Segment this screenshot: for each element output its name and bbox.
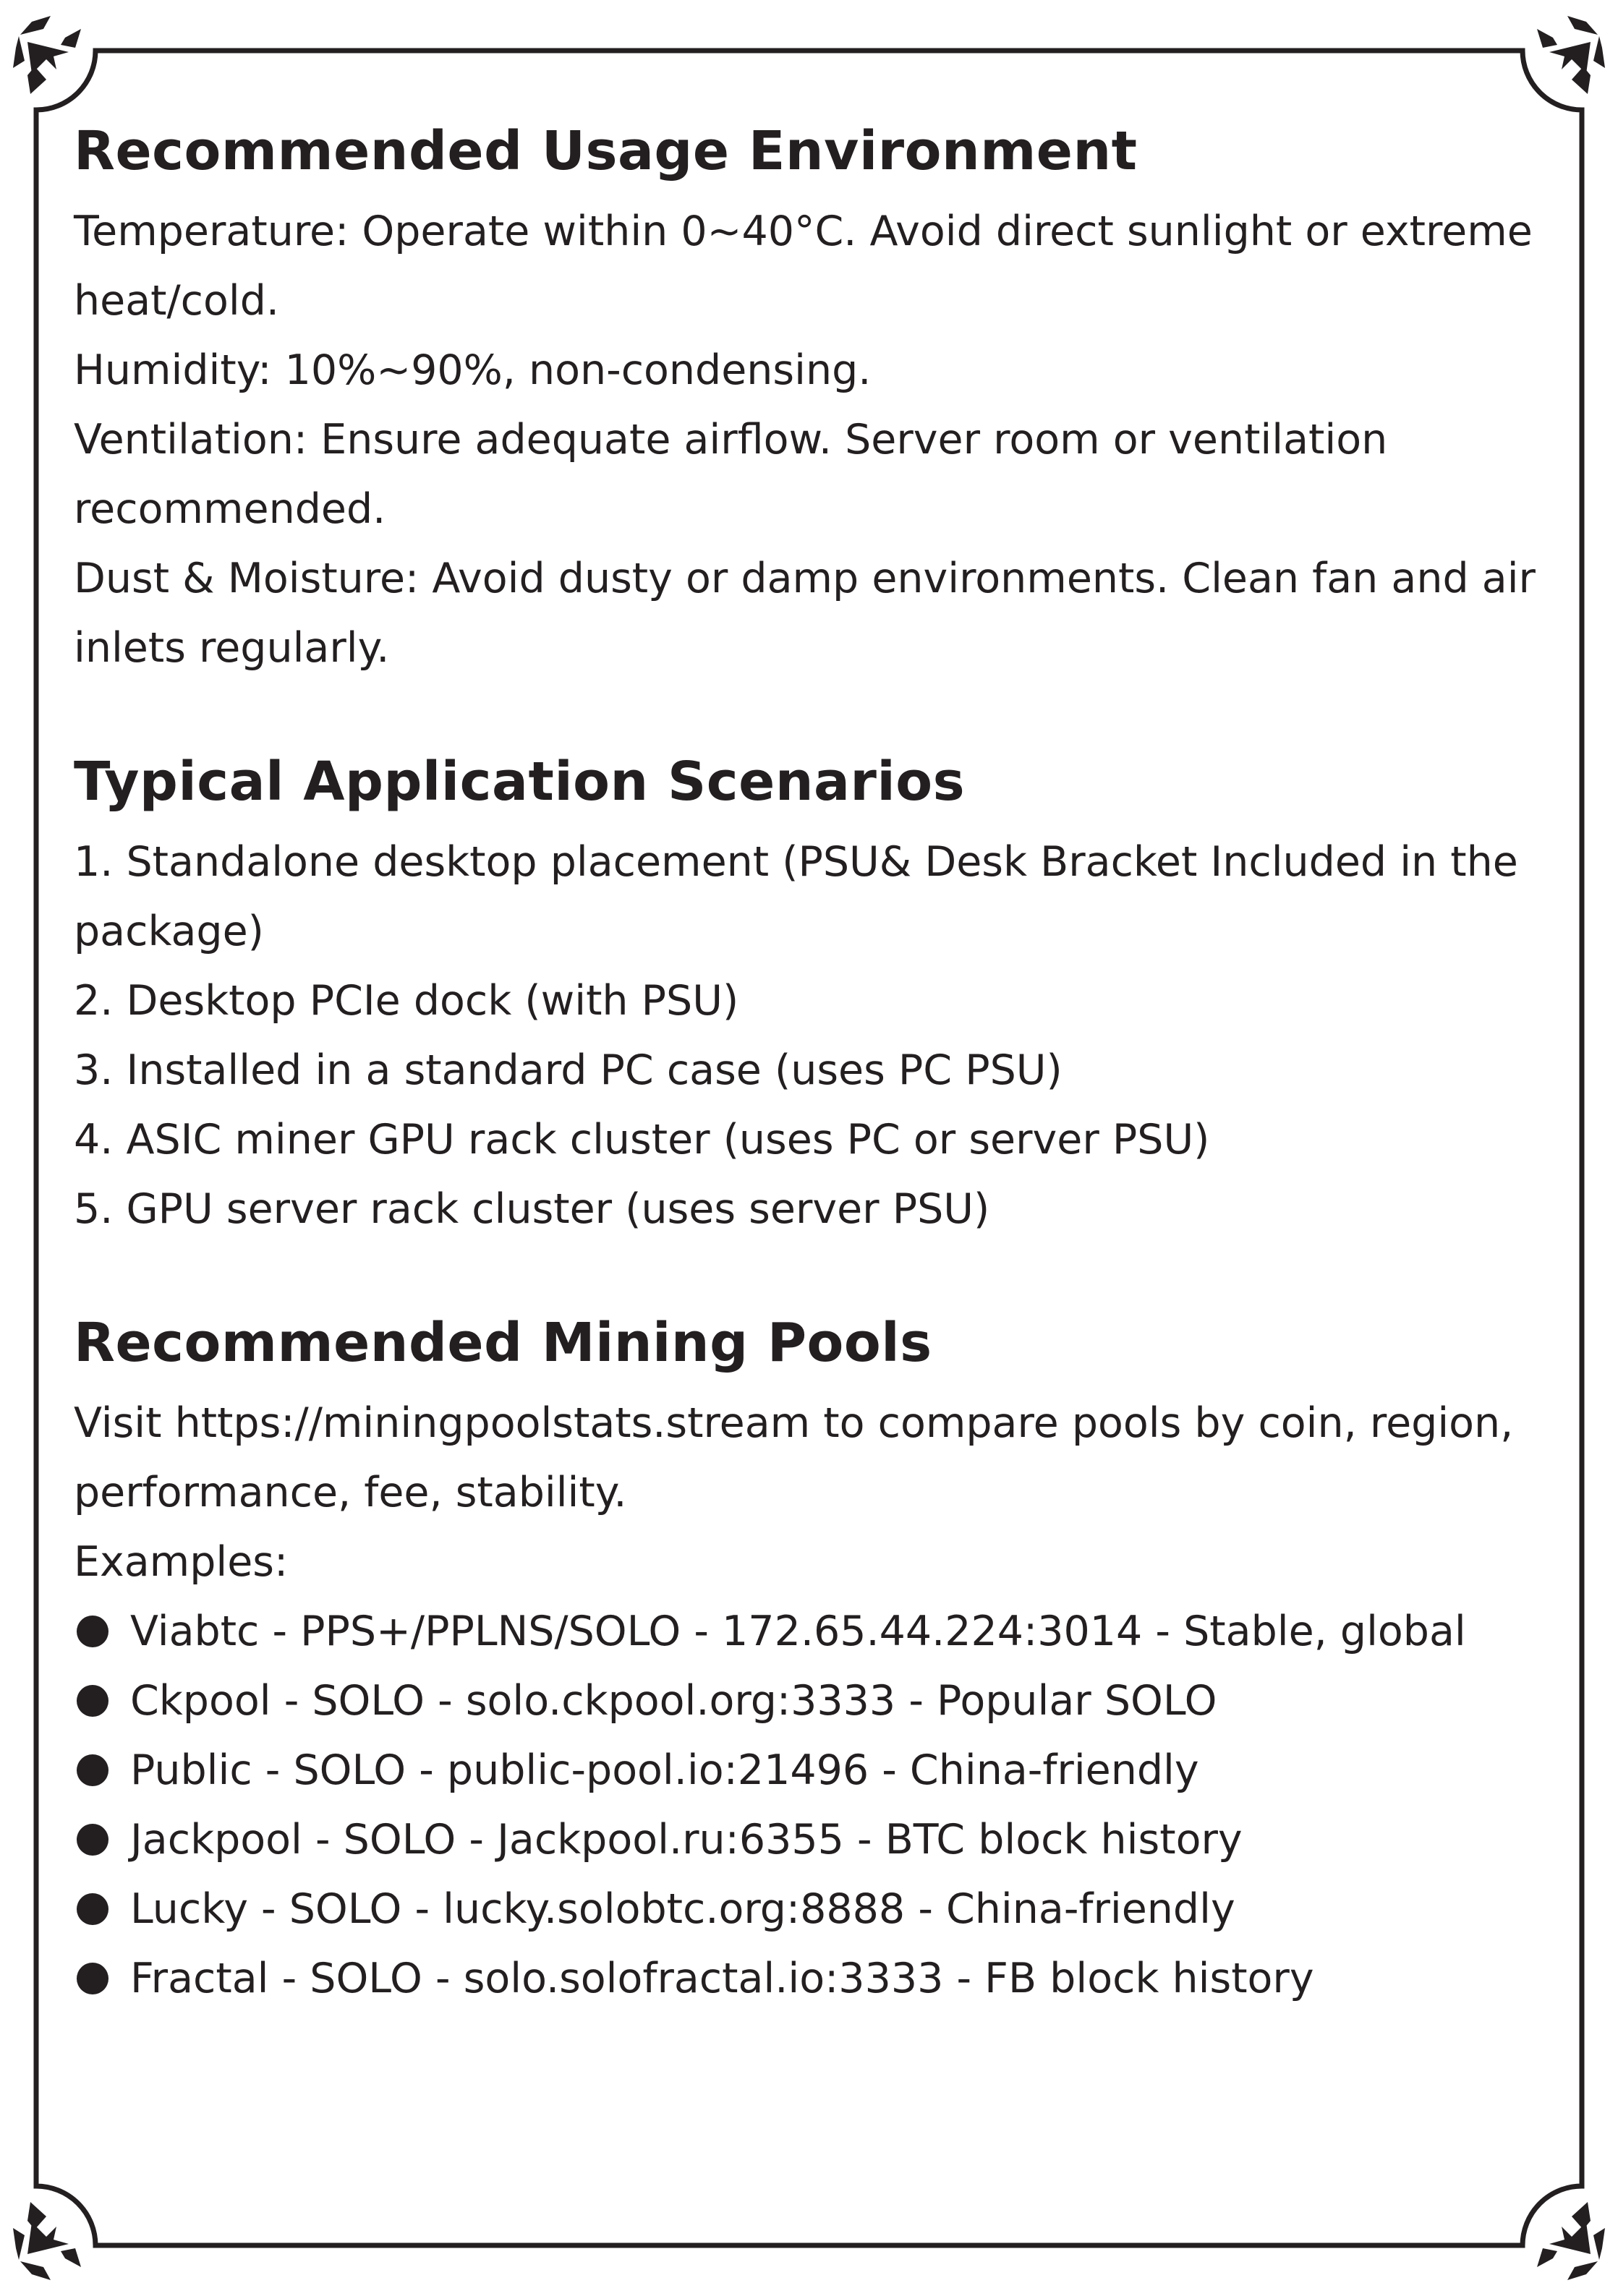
pool-list-item (74, 1597, 1557, 1666)
corner-ornament-bottom-left (13, 2202, 81, 2280)
scenario-item: 5. GPU server rack cluster (uses server PSU) (74, 1185, 990, 1233)
scenarios-heading: Typical Application Scenarios (74, 751, 966, 813)
pool-list-item (74, 1874, 1557, 1944)
pools-examples-label: Examples: (74, 1538, 289, 1586)
bullet-icon (77, 1685, 108, 1717)
corner-ornament-top-left (13, 16, 81, 94)
bullet-icon (77, 1616, 108, 1647)
pool-text: Lucky - SOLO - lucky.solobtc.org:8888 - China-friendly (130, 1885, 1235, 1933)
environment-dust-moisture: Dust & Moisture: Avoid dusty or damp environments. Clean fan and air inlets regularly. (74, 555, 1536, 672)
document-content (74, 116, 1557, 2013)
environment-section (74, 116, 1557, 683)
environment-ventilation: Ventilation: Ensure adequate airflow. Server room or ventilation recommended. (74, 416, 1388, 533)
pool-text: Viabtc - PPS+/PPLNS/SOLO - 172.65.44.224:3014 - Stable, global (130, 1608, 1466, 1655)
pool-list-item (74, 1944, 1557, 2013)
bullet-icon (77, 1754, 108, 1786)
environment-heading: Recommended Usage Environment (74, 120, 1138, 182)
pool-text: Public - SOLO - public-pool.io:21496 - China-friendly (130, 1746, 1199, 1794)
corner-ornament-top-right (1537, 16, 1605, 94)
bullet-icon (77, 1893, 108, 1925)
pool-list-item (74, 1666, 1557, 1736)
corner-ornament-bottom-right (1537, 2202, 1605, 2280)
pools-section (74, 1307, 1557, 2013)
bullet-icon (77, 1963, 108, 1994)
scenarios-section (74, 746, 1557, 1244)
pools-heading: Recommended Mining Pools (74, 1312, 932, 1374)
environment-temperature: Temperature: Operate within 0~40°C. Avoid direct sunlight or extreme heat/cold. (74, 208, 1533, 325)
bullet-icon (77, 1824, 108, 1856)
scenario-item: 3. Installed in a standard PC case (uses PC PSU) (74, 1046, 1063, 1094)
pool-text: Fractal - SOLO - solo.solofractal.io:3333 - FB block history (130, 1955, 1314, 2002)
pool-text: Jackpool - SOLO - Jackpool.ru:6355 - BTC block history (130, 1816, 1243, 1864)
pools-intro: Visit https://miningpoolstats.stream to compare pools by coin, region, performance, fee, stability. (74, 1399, 1514, 1516)
pools-list (74, 1597, 1557, 2013)
pool-list-item (74, 1736, 1557, 1805)
scenario-item: 4. ASIC miner GPU rack cluster (uses PC or server PSU) (74, 1116, 1210, 1164)
scenario-item: 2. Desktop PCIe dock (with PSU) (74, 977, 739, 1025)
pool-list-item (74, 1805, 1557, 1874)
environment-humidity: Humidity: 10%~90%, non-condensing. (74, 346, 872, 394)
pool-text: Ckpool - SOLO - solo.ckpool.org:3333 - Popular SOLO (130, 1677, 1217, 1725)
scenario-item: 1. Standalone desktop placement (PSU& Desk Bracket Included in the package) (74, 838, 1518, 955)
